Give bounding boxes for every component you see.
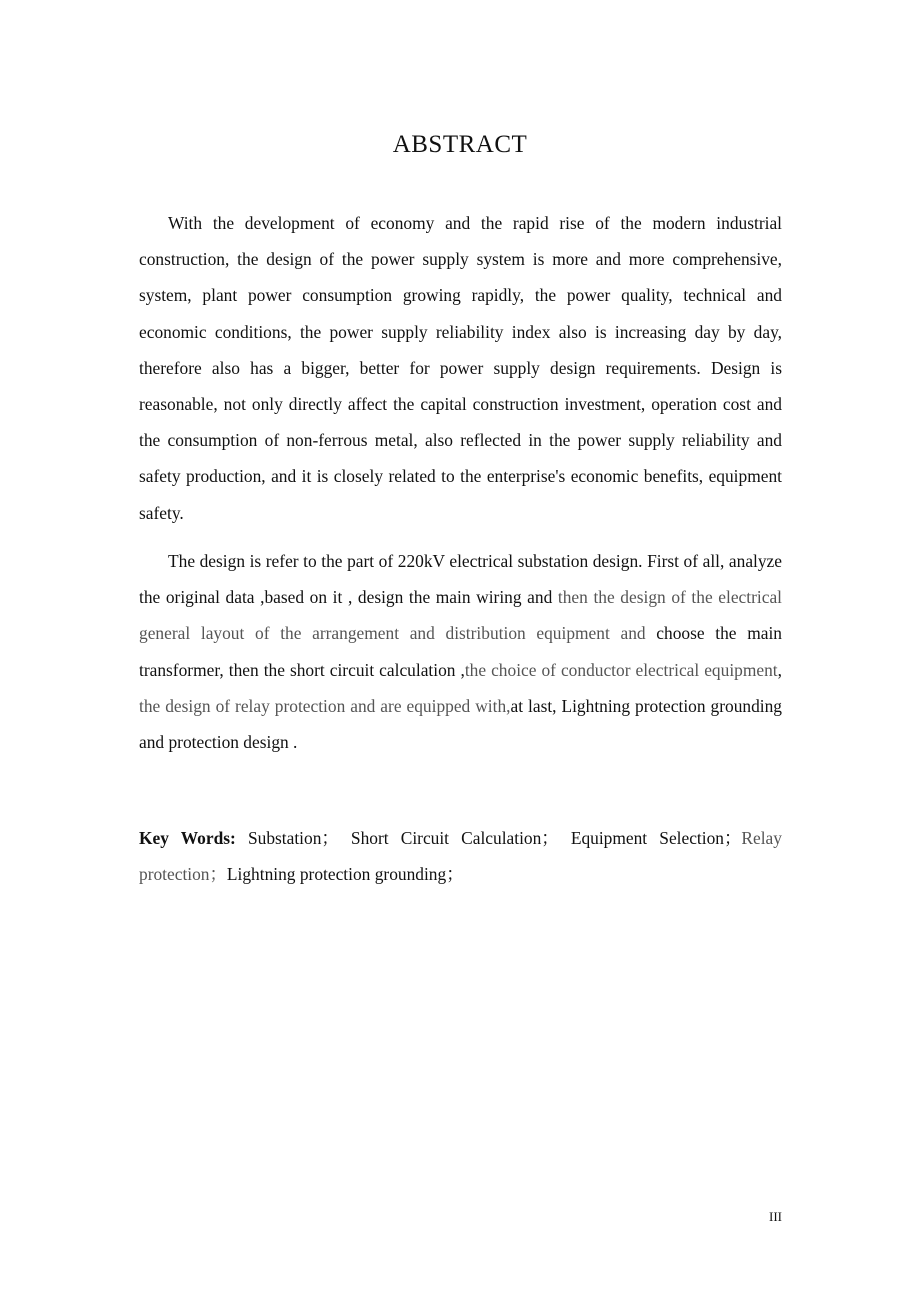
keyword-item: Lightning protection grounding；: [226, 864, 464, 885]
abstract-paragraph-1: With the development of economy and the rapid rise of the modern industrial construction, the design of the power supply system is more and more comprehensive, system, plant power consumption growing rapidly, the power quality, technical and economic conditions, the power supply reliability index also is increasing day by day, therefore also has a bigger, better for power supply design requirements. Design is reasonable, not only directly affect the capital construction investment, operation cost and the consumption of non-ferrous metal, also reflected in the power supply reliability and safety production, and it is closely related to the enterprise's economic benefits, equipment safety.: [139, 213, 782, 523]
paragraph-2-text-2: then the design of the electrical general layout of the arrangement and distribution equipment and: [139, 587, 782, 644]
page-number: III: [769, 1209, 782, 1224]
page-title: ABSTRACT: [392, 131, 528, 158]
paragraph-2-text-5: ,: [777, 659, 782, 680]
paragraph-2-text-3: choose the main transformer, then the short circuit calculation ,: [139, 623, 782, 680]
keywords-label: Key Words:: [139, 828, 236, 848]
keyword-item: Relay protection；: [139, 828, 782, 885]
abstract-paragraph-2: [139, 543, 782, 760]
paragraph-2-text-7: at last, Lightning protection grounding and protection design .: [139, 695, 783, 753]
paragraph-2-text-1: The design is refer to the part of 220kV electrical substation design. First of all, analyze the original data ,based on it , design the main wiring and: [139, 551, 782, 608]
keyword-item: Equipment Selection；: [570, 828, 742, 848]
paragraph-2-text-6: the design of relay protection and are equipped with,: [139, 695, 511, 716]
paragraph-2-text-4: the choice of conductor electrical equipment: [464, 659, 778, 680]
keyword-item: Short Circuit Calculation；: [350, 828, 559, 848]
keyword-item: Substation；: [235, 828, 339, 848]
keywords-line: [139, 820, 782, 892]
